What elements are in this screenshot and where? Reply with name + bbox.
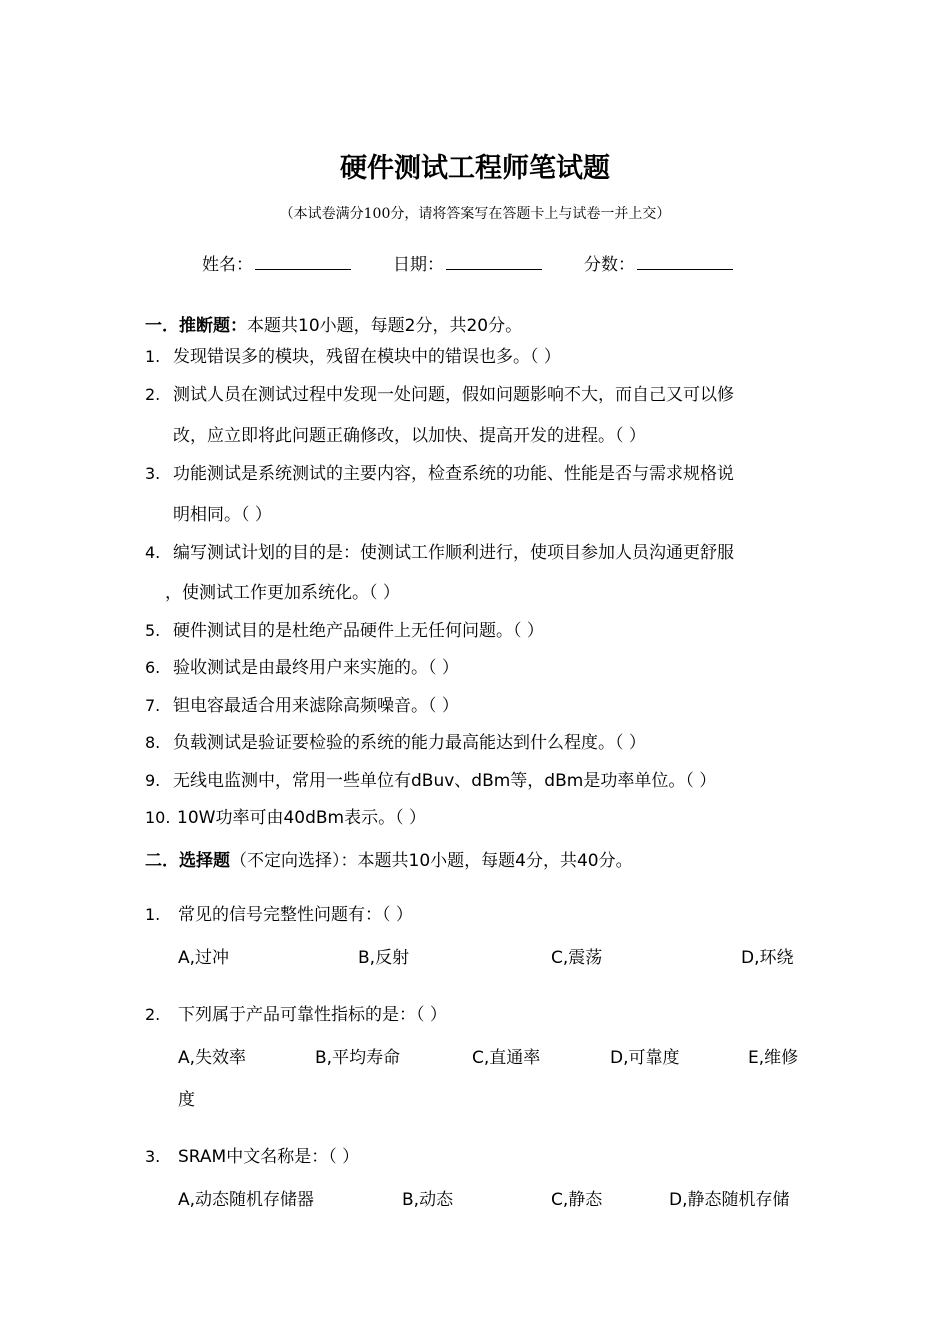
name-field[interactable]	[202, 250, 351, 275]
mc-option: D,静态随机存储	[669, 1190, 790, 1210]
score-blank[interactable]	[637, 253, 733, 270]
date-blank[interactable]	[446, 253, 542, 270]
name-label: 姓名：	[202, 255, 253, 275]
page-subtitle: （本试卷满分100分，请将答案写在答题卡上与试卷一并上交）	[279, 206, 671, 222]
tf-question-number: 4.	[145, 543, 161, 562]
tf-question-number: 5.	[145, 621, 161, 640]
tf-question-line: 明相同。（ ）	[173, 505, 272, 525]
tf-question-number: 3.	[145, 464, 161, 483]
mc-option: C,直通率	[472, 1048, 541, 1068]
date-field[interactable]	[393, 250, 542, 275]
mc-option: D,可靠度	[610, 1048, 680, 1068]
score-field[interactable]	[584, 250, 733, 275]
mc-option: E,维修	[748, 1048, 799, 1068]
name-blank[interactable]	[255, 253, 351, 270]
mc-question-text: 下列属于产品可靠性指标的是：（ ）	[178, 1005, 447, 1025]
mc-option: A,动态随机存储器	[178, 1190, 315, 1210]
section2-heading: 二．选择题	[145, 851, 230, 871]
score-label: 分数：	[584, 255, 635, 275]
tf-question-number: 1.	[145, 347, 161, 366]
tf-question-number: 6.	[145, 658, 161, 677]
tf-question-number: 8.	[145, 733, 161, 752]
page-title: 硬件测试工程师笔试题	[340, 153, 610, 184]
mc-option: B,动态	[402, 1190, 454, 1210]
tf-question-number: 9.	[145, 771, 161, 790]
tf-question-line: ，使测试工作更加系统化。（ ）	[165, 583, 400, 603]
tf-question-line: 测试人员在测试过程中发现一处问题，假如问题影响不大，而自己又可以修	[173, 385, 734, 405]
tf-question-line: 无线电监测中，常用一些单位有dBuv、dBm等，dBm是功率单位。（ ）	[173, 771, 717, 791]
mc-option: A,失效率	[178, 1048, 247, 1068]
mc-question-number: 1.	[145, 905, 161, 924]
mc-option: D,环绕	[741, 948, 794, 968]
mc-option: C,静态	[551, 1190, 603, 1210]
mc-question-number: 2.	[145, 1005, 161, 1024]
mc-option: B,平均寿命	[315, 1048, 401, 1068]
section1-header	[145, 311, 522, 336]
tf-question-line: 功能测试是系统测试的主要内容，检查系统的功能、性能是否与需求规格说	[173, 464, 734, 484]
mc-option-wrap: 度	[178, 1090, 195, 1110]
tf-question-line: 发现错误多的模块，残留在模块中的错误也多。（ ）	[173, 347, 561, 367]
mc-option: A,过冲	[178, 948, 230, 968]
tf-question-line: 验收测试是由最终用户来实施的。（ ）	[173, 658, 459, 678]
section1-heading: 一．推断题：	[145, 316, 247, 336]
date-label: 日期：	[393, 255, 444, 275]
tf-question-line: 钽电容最适合用来滤除高频噪音。（ ）	[173, 696, 459, 716]
mc-question-text: 常见的信号完整性问题有：（ ）	[178, 905, 413, 925]
tf-question-line: 改，应立即将此问题正确修改，以加快、提高开发的进程。（ ）	[173, 426, 646, 446]
mc-question-text: SRAM中文名称是：（ ）	[178, 1147, 360, 1167]
tf-question-line: 编写测试计划的目的是：使测试工作顺利进行，使项目参加人员沟通更舒服	[173, 543, 734, 563]
tf-question-line: 负载测试是验证要检验的系统的能力最高能达到什么程度。（ ）	[173, 733, 646, 753]
tf-question-number: 7.	[145, 696, 161, 715]
tf-question-number: 2.	[145, 385, 161, 404]
section2-desc: （不定向选择）：本题共10小题，每题4分，共40分。	[230, 851, 633, 871]
tf-question-number: 10.	[145, 808, 171, 827]
tf-question-line: 10W功率可由40dBm表示。（ ）	[177, 808, 426, 828]
mc-option: C,震荡	[551, 948, 603, 968]
mc-question-number: 3.	[145, 1147, 161, 1166]
section1-desc: 本题共10小题，每题2分，共20分。	[247, 316, 523, 336]
mc-option: B,反射	[358, 948, 410, 968]
section2-header	[145, 846, 633, 871]
tf-question-line: 硬件测试目的是杜绝产品硬件上无任何问题。（ ）	[173, 621, 544, 641]
